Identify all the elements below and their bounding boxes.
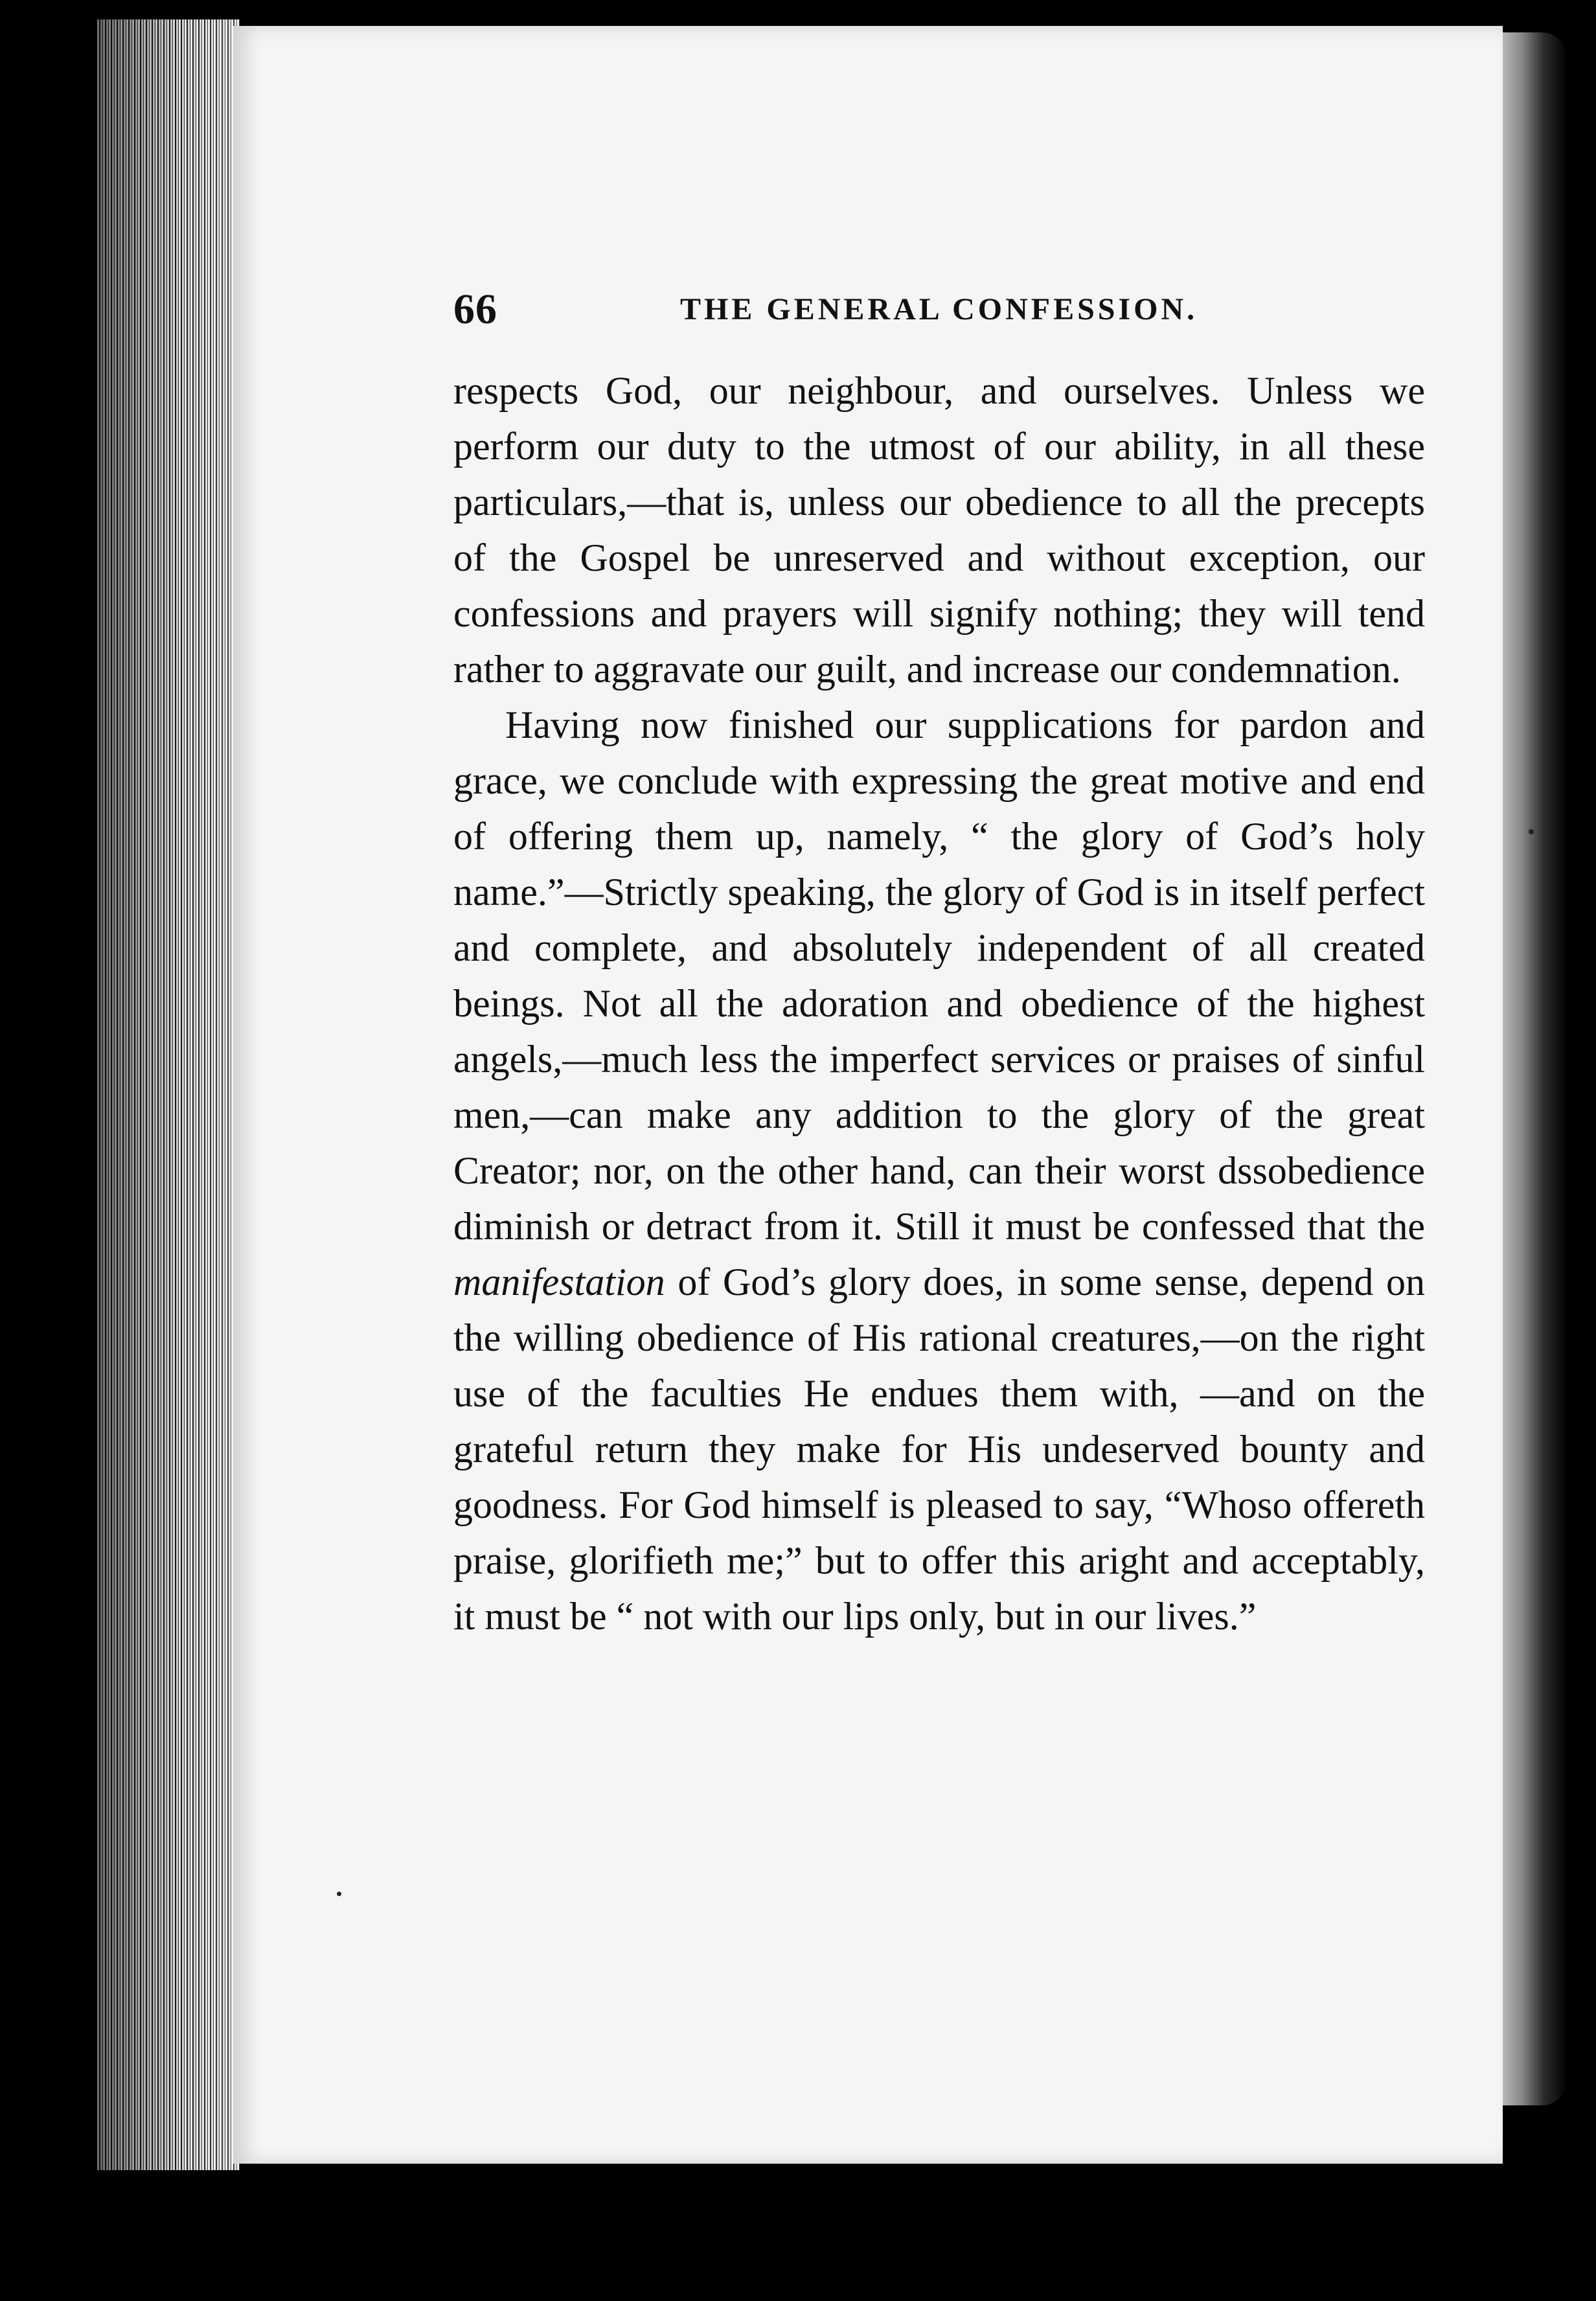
paragraph-2-emphasis: manifestation bbox=[453, 1261, 665, 1303]
scan-speck bbox=[337, 1892, 341, 1896]
paragraph-2-text-before-emphasis: Having now finished our supplications for pardon and grace, we conclude with expressing the great motive and end of offering them up, namely, “ the glory of God’s holy name.”—Strictly speaking, the glory of God is in itself perfect and complete, and absolutely independent of all created beings. Not all the adoration and obedience of the highest angels,—much less the imperfect services or praises of sinful men,—can make any addition to the glory of the great Creator; nor, on the other hand, can their worst dssobedience diminish or detract from it. Still it must be confessed that the bbox=[453, 704, 1425, 1248]
running-title: THE GENERAL CONFESSION. bbox=[680, 292, 1198, 326]
body-text bbox=[453, 363, 1425, 1644]
paragraph-1: respects God, our neighbour, and ourselves. Unless we perform our duty to the utmost of our ability, in all these particulars,—that is, unless our obedience to all the precepts of the Gospel be unreserved and without exception, our confessions and prayers will signify nothing; they will tend rather to aggravate our guilt, and increase our condemnation. bbox=[453, 369, 1425, 691]
paragraph-2 bbox=[453, 697, 1425, 1644]
scan-speck bbox=[1529, 829, 1534, 834]
running-head bbox=[453, 285, 1425, 337]
page-number: 66 bbox=[453, 286, 497, 333]
book-edge-shadow bbox=[97, 19, 240, 2170]
paragraph-2-text-after-emphasis: of God’s glory does, in some sense, depend on the willing obedience of His rational creatures,—on the right use of the faculties He endues them with, —and on the grateful return they make for His undeserved bounty and goodness. For God himself is pleased to say, “Whoso offereth praise, glorifieth me;” but to offer this aright and acceptably, it must be “ not with our lips only, but in our lives.” bbox=[453, 1261, 1425, 1638]
